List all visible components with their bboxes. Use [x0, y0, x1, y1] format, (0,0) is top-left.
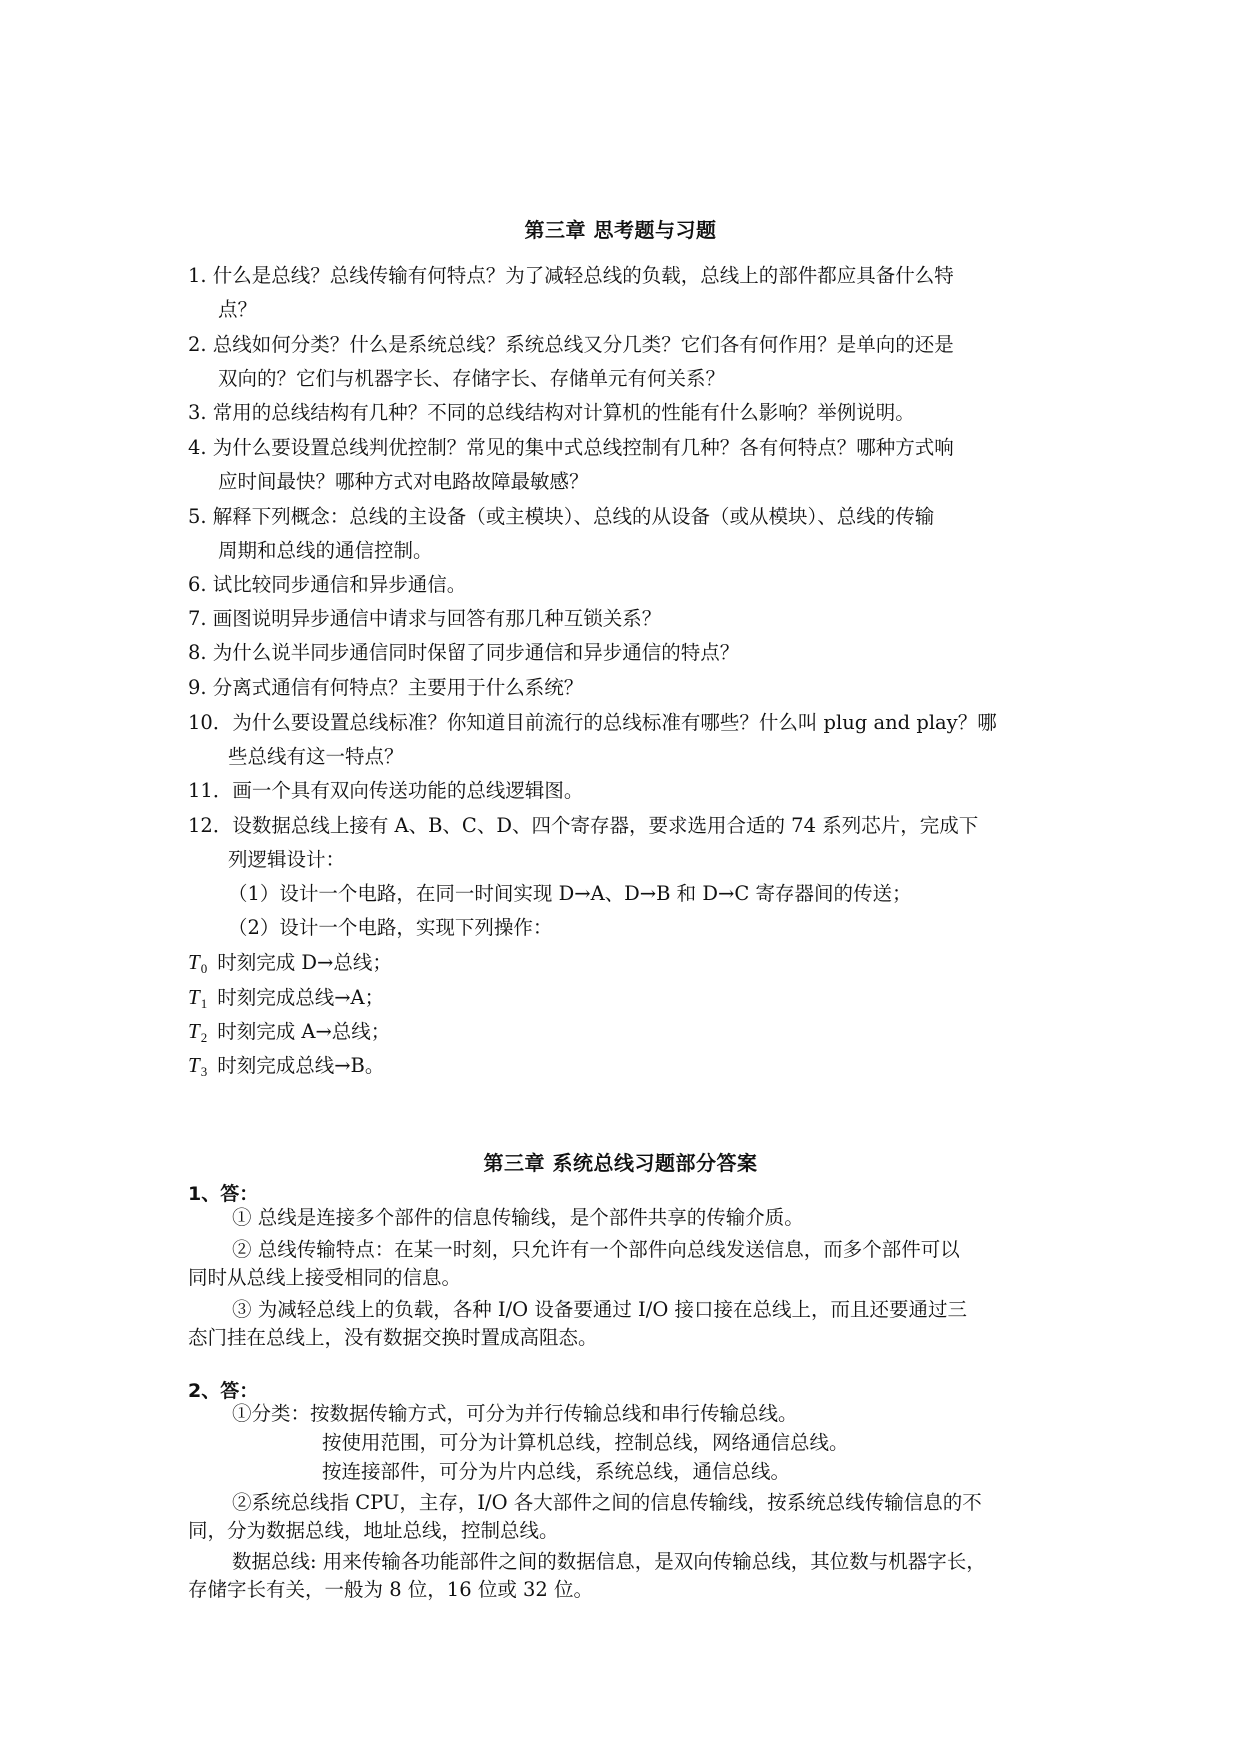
answer-2-system-bus-line-2: 同，分为数据总线，地址总线，控制总线。 [188, 1519, 559, 1542]
question-2-line-1: 2. 总线如何分类？什么是系统总线？系统总线又分几类？它们各有何作用？是单向的还是 [188, 333, 954, 356]
question-8-line-1: 8. 为什么说半同步通信同时保留了同步通信和异步通信的特点？ [188, 641, 740, 664]
question-4-line-2: 应时间最快？哪种方式对电路故障最敏感？ [218, 470, 589, 493]
question-12-line-3: （1）设计一个电路，在同一时间实现 D→A、D→B 和 D→C 寄存器间的传送； [228, 882, 912, 905]
timing-label: T [188, 985, 200, 1009]
question-1-line-1: 1. 什么是总线？总线传输有何特点？为了减轻总线的负载，总线上的部件都应具备什么特 [188, 264, 954, 287]
answer-1-point-2-line-2: 同时从总线上接受相同的信息。 [188, 1266, 462, 1289]
question-11-line-1: 11．画一个具有双向传送功能的总线逻辑图。 [188, 779, 584, 802]
answer-2-data-bus-line-1: 数据总线: 用来传输各功能部件之间的数据信息，是双向传输总线，其位数与机器字长， [232, 1550, 986, 1573]
section1-title: 第三章 思考题与习题 [524, 218, 717, 242]
timing-label: T [188, 1019, 200, 1043]
question-2-line-2: 双向的？它们与机器字长、存储字长、存储单元有何关系？ [218, 367, 726, 390]
question-3-line-1: 3. 常用的总线结构有几种？不同的总线结构对计算机的性能有什么影响？举例说明。 [188, 401, 915, 424]
answer-1-point-2-line-1: ② 总线传输特点：在某一时刻，只允许有一个部件向总线发送信息，而多个部件可以 [232, 1238, 960, 1261]
answer-2-heading: 2、答： [188, 1380, 259, 1402]
timing-line [188, 985, 384, 1016]
timing-label: T [188, 950, 200, 974]
timing-line [188, 1019, 390, 1050]
question-12-line-2: 列逻辑设计： [228, 848, 346, 871]
answer-1-point-3-line-2: 态门挂在总线上，没有数据交换时置成高阻态。 [188, 1326, 598, 1349]
question-10-line-1: 10．为什么要设置总线标准？你知道目前流行的总线标准有哪些？什么叫 plug and play？哪 [188, 711, 997, 734]
question-12-line-1: 12．设数据总线上接有 A、B、C、D、四个寄存器，要求选用合适的 74 系列芯片，完成下 [188, 814, 979, 837]
answer-1-point-1: ① 总线是连接多个部件的信息传输线，是个部件共享的传输介质。 [232, 1206, 804, 1229]
timing-label: T [188, 1053, 200, 1077]
timing-subscript: 1 [200, 996, 208, 1011]
timing-subscript: 2 [200, 1030, 208, 1045]
question-5-line-1: 5. 解释下列概念：总线的主设备（或主模块）、总线的从设备（或从模块）、总线的传输 [188, 505, 935, 528]
question-5-line-2: 周期和总线的通信控制。 [218, 539, 433, 562]
timing-subscript: 3 [200, 1064, 208, 1079]
question-9-line-1: 9. 分离式通信有何特点？主要用于什么系统？ [188, 676, 584, 699]
question-12-line-4: （2）设计一个电路，实现下列操作： [228, 916, 553, 939]
section2-title: 第三章 系统总线习题部分答案 [483, 1151, 758, 1175]
answer-2-classification-3: 按连接部件，可分为片内总线，系统总线，通信总线。 [322, 1460, 791, 1483]
answer-1-point-3-line-1: ③ 为减轻总线上的负载，各种 I/O 设备要通过 I/O 接口接在总线上，而且还要通过三 [232, 1298, 968, 1321]
timing-text: 时刻完成 D→总线； [217, 951, 392, 974]
timing-subscript: 0 [200, 961, 208, 976]
timing-line [188, 950, 392, 981]
answer-2-classification-1: ①分类：按数据传输方式，可分为并行传输总线和串行传输总线。 [232, 1402, 798, 1425]
question-1-line-2: 点？ [218, 298, 258, 321]
timing-text: 时刻完成总线→B。 [217, 1054, 385, 1077]
answer-1-heading: 1、答： [188, 1183, 259, 1205]
answer-2-classification-2: 按使用范围，可分为计算机总线，控制总线，网络通信总线。 [322, 1431, 849, 1454]
answer-2-system-bus-line-1: ②系统总线指 CPU，主存，I/O 各大部件之间的信息传输线，按系统总线传输信息的不 [232, 1491, 982, 1514]
question-7-line-1: 7. 画图说明异步通信中请求与回答有那几种互锁关系？ [188, 607, 662, 630]
timing-text: 时刻完成总线→A； [217, 986, 385, 1009]
timing-line [188, 1053, 384, 1084]
timing-text: 时刻完成 A→总线； [217, 1020, 391, 1043]
answer-2-data-bus-line-2: 存储字长有关，一般为 8 位，16 位或 32 位。 [188, 1578, 594, 1601]
question-10-line-2: 些总线有这一特点？ [228, 745, 404, 768]
question-6-line-1: 6. 试比较同步通信和异步通信。 [188, 573, 467, 596]
question-4-line-1: 4. 为什么要设置总线判优控制？常见的集中式总线控制有几种？各有何特点？哪种方式响 [188, 436, 954, 459]
